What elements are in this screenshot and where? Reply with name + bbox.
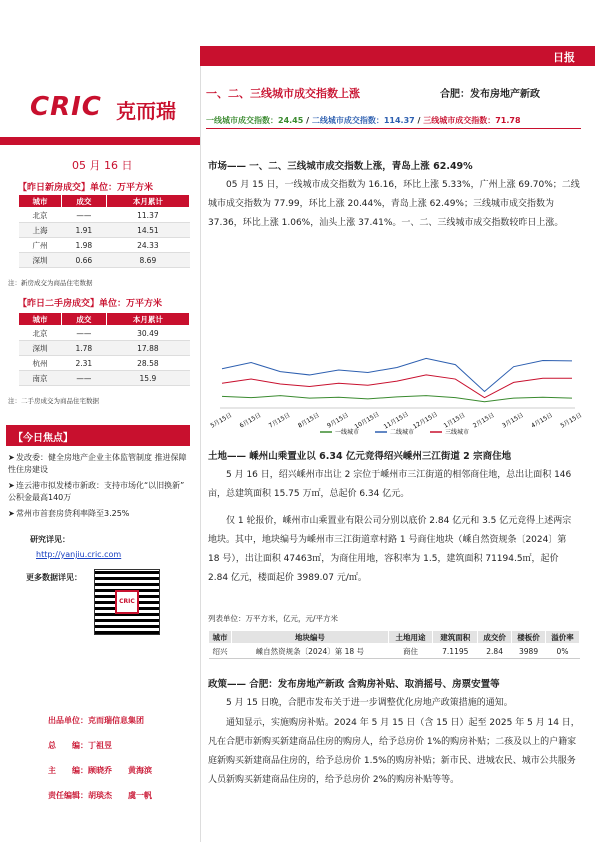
policy-paragraph-1: 5 月 15 日晚，合肥市发布关于进一步调整优化房地产政策措施的通知。 [226,698,513,708]
land-paragraph-1: 5 月 16 日，绍兴嵊州市出让 2 宗位于嵊州市三江街道的相邻商住地，总出让面积 146 亩，总建筑面积 15.75 万㎡，总起价 6.34 亿元。 [208,470,572,499]
bullet-icon: ➤ [8,453,15,462]
policy-paragraph-2: 通知显示，实施购房补贴。2024 年 5 月 15 日（含 15 日）起至 2025 年 5 月 14 日，凡在合肥市新购买新建商品住房的购房人，给予总房价 1%的购房补贴；二孩及以上的户籍家庭新购买新建商品住房的，给予总房价 1.5%的购房补贴；新市民、进城农民、城市公共服务人员新购买新建商品住房的，给予总房价 2%的购房补贴等等。 [208,718,580,785]
table-row: 广州 1.98 24.33 [19,238,190,253]
col-header: 本月累计 [106,195,189,208]
x-tick-label: 8月15日 [296,411,321,430]
focus-header [6,425,190,446]
market-paragraph: 05 月 15 日，一线城市成交指数为 16.16，环比上涨 5.33%，广州上涨 69.70%；二线城市成交指数为 77.99，环比上涨 20.44%，青岛上涨 62.49%；三线城市成交指数为 37.36，环比上涨 1.06%，汕头上涨 37.41%。一、二、三线城市成交指数较昨日上涨。 [208,180,580,228]
x-tick-label: 9月15日 [326,411,350,430]
new-home-note: 注：新房成交为商品住宅数据 [8,279,93,287]
col-header: 成交 [61,313,106,326]
legend-label: 一线城市 [335,429,360,436]
left-rule [0,137,200,145]
research-label: 研究详见： [30,535,70,544]
table-row: 绍兴 嵊自然资规条〔2024〕第 18 号 商住 7.1195 2.84 3989 0% [209,644,580,659]
sidebar-divider [200,66,201,842]
focus-title: 【今日焦点】 [13,433,73,444]
land-heading: 土地—— 嵊州山乘置业以 6.34 亿元竞得绍兴嵊州三江街道 2 宗商住地 [208,451,512,462]
index-tier2: 二线城市成交指数：114.37 [311,116,415,125]
header-rule [206,128,581,129]
col-header: 成交 [61,195,106,208]
legend-label: 三线城市 [445,429,470,436]
focus-item[interactable]: ➤连云港市拟发楼市新政：支持市场化“以旧换新” 公积金最高140万 [8,481,185,502]
credit-line: 责任编辑：胡琰杰 虞一帆 [48,791,152,800]
more-data-label: 更多数据详见： [26,573,82,582]
index-line [206,115,521,126]
x-tick-label: 5月15日 [559,411,584,430]
bullet-icon: ➤ [8,509,15,518]
x-tick-label: 11月15日 [382,410,410,431]
side-headline: 合肥：发布房地产新政 [440,89,540,100]
x-tick-label: 7月15日 [267,411,292,430]
x-tick-label: 3月15日 [501,411,525,430]
table-row: 深圳 1.78 17.88 [19,341,190,356]
index-sep: / [417,116,421,125]
col-header: 城市 [19,195,62,208]
index-tier3: 三线城市成交指数：71.78 [423,116,521,125]
land-paragraph-2: 仅 1 轮报价，嵊州市山乘置业有限公司分别以底价 2.84 亿元和 3.5 亿元竞得上述两宗地块。其中，地块编号为嵊州市三江街道章村路 1 号商住地块（嵊自然资规条〔2024〕第 18 号），出让面积 47463㎡，为商住用地，容积率为 1.5，建筑面积 71194.5㎡，起价 2.84 亿元，楼面起价 3989.07 元/㎡。 [208,516,572,583]
focus-item[interactable]: ➤发改委：健全房地产企业主体监管制度 推进保障性住房建设 [8,453,187,474]
table-row: 上海 1.91 14.51 [19,223,190,238]
policy-heading: 政策—— 合肥：发布房地产新政 含购房补贴、取消摇号、房票安置等 [208,679,500,690]
legend-label: 二线城市 [390,429,415,436]
qr-label: CRIC [115,590,139,614]
focus-item[interactable]: ➤常州市首套房贷利率降至3.25% [8,509,130,518]
research-link[interactable]: http://yanjiu.cric.com [36,550,122,559]
x-tick-label: 10月15日 [353,410,381,431]
credit-line: 总 编：丁祖昱 [48,741,112,750]
new-home-table [18,194,190,268]
series-line-1 [222,358,572,391]
index-line-chart [209,280,584,442]
credit-line: 主 编：顾晓乔 黄海滨 [48,766,152,775]
market-heading: 市场—— 一、二、三线城市成交指数上涨，青岛上涨 62.49% [208,161,473,172]
series-line-2 [222,375,572,398]
land-table: 城市 地块编号 土地用途 建筑面积 成交价 楼板价 溢价率 绍兴 嵊自然资规条〔2024〕第 18 号 商住 7.1195 2.84 3989 0% [208,630,580,659]
main-headline: 一、二、三线城市成交指数上涨 [206,87,360,100]
header-tag: 日报 [553,51,575,64]
report-date: 05 月 16 日 [72,159,133,172]
col-header: 本月累计 [106,313,189,326]
x-tick-label: 1月15日 [442,411,467,430]
table-row: 南京 —— 15.9 [19,371,190,386]
series-line-0 [222,396,572,402]
x-tick-label: 5月15日 [209,411,234,430]
col-header: 城市 [19,313,62,326]
table-row: 杭州 2.31 28.58 [19,356,190,371]
x-tick-label: 4月15日 [530,411,554,430]
bullet-icon: ➤ [8,481,15,490]
table-row: 深圳 0.66 8.69 [19,253,190,268]
x-tick-label: 6月15日 [238,411,263,430]
logo-cn: 克而瑞 [116,99,176,123]
table-row: 北京 —— 11.37 [19,208,190,223]
credit-line: 出品单位：克而瑞信息集团 [48,716,144,725]
table-row: 北京 —— 30.49 [19,326,190,341]
second-hand-table [18,312,190,386]
header-bar [200,46,595,66]
index-tier1: 一线城市成交指数：24.45 [206,116,304,125]
index-sep: / [306,116,310,125]
second-hand-title: 【昨日二手房成交】单位：万平方米 [18,299,163,309]
cric-logo [30,92,180,122]
land-table-unit: 列表单位：万平方米，亿元，元/平方米 [208,614,339,623]
second-hand-note: 注：二手房成交为商品住宅数据 [8,397,99,405]
x-tick-label: 2月15日 [471,411,496,430]
new-home-title: 【昨日新房成交】单位：万平方米 [18,183,154,193]
qr-code-icon[interactable] [94,569,160,635]
x-tick-label: 12月15日 [411,410,439,431]
logo-brand: CRIC [30,92,102,122]
